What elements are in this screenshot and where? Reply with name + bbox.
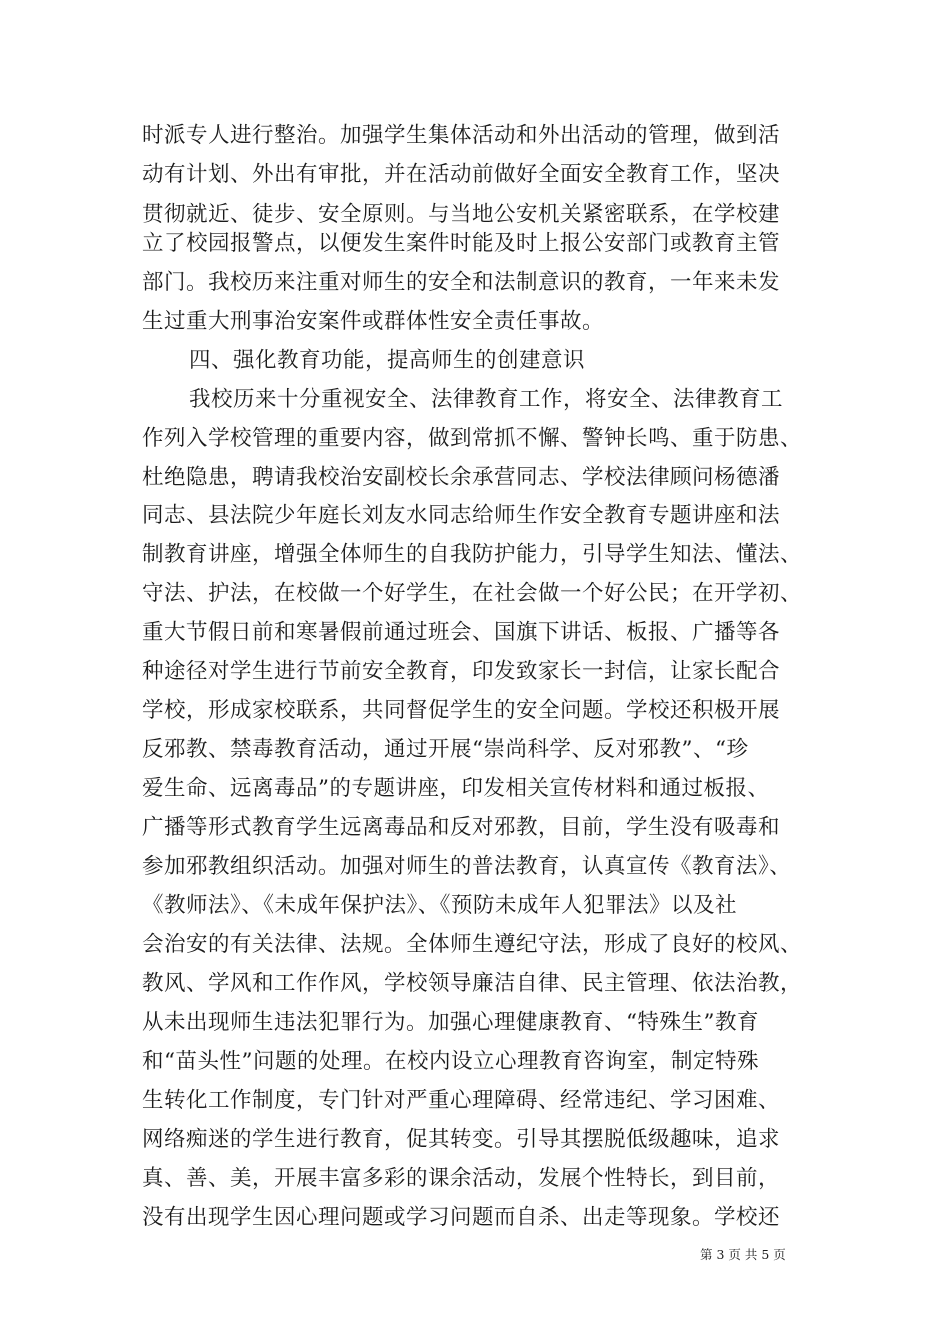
body-text-line: 和“苗头性”问题的处理。在校内设立心理教育咨询室，制定特殊 (142, 1049, 759, 1074)
section-heading: 四、强化教育功能，提高师生的创建意识 (189, 348, 586, 373)
body-text-line: 部门。我校历来注重对师生的安全和法制意识的教育，一年来未发 (142, 270, 781, 295)
body-text-line: 生转化工作制度，专门针对严重心理障碍、经常违纪、学习困难、 (142, 1088, 781, 1113)
body-text-line: 广播等形式教育学生远离毒品和反对邪教，目前，学生没有吸毒和 (142, 815, 781, 840)
body-text-line: 教风、学风和工作作风，学校领导廉洁自律、民主管理、依法治教， (142, 971, 803, 996)
page-number-footer: 第 3 页 共 5 页 (700, 1247, 786, 1262)
body-text-line: 立了校园报警点，以便发生案件时能及时上报公安部门或教育主管 (142, 231, 781, 256)
body-text-line: 《教师法》、《未成年保护法》、《预防未成年人犯罪法》以及社 (142, 893, 738, 918)
body-text-line: 时派专人进行整治。加强学生集体活动和外出活动的管理，做到活 (142, 123, 781, 148)
body-text-line: 从未出现师生违法犯罪行为。加强心理健康教育、“特殊生”教育 (142, 1010, 759, 1035)
body-text-line: 动有计划、外出有审批，并在活动前做好全面安全教育工作，坚决 (142, 162, 781, 187)
body-text-line: 我校历来十分重视安全、法律教育工作，将安全、法律教育工 (189, 387, 784, 412)
body-text-line: 制教育讲座，增强全体师生的自我防护能力，引导学生知法、懂法、 (142, 542, 803, 567)
body-text-line: 重大节假日前和寒暑假前通过班会、国旗下讲话、板报、广播等各 (142, 620, 781, 645)
body-text-line: 杜绝隐患，聘请我校治安副校长余承营同志、学校法律顾问杨德潘 (142, 465, 781, 490)
body-text-line: 贯彻就近、徒步、安全原则。与当地公安机关紧密联系，在学校建 (142, 202, 781, 227)
body-text-line: 学校，形成家校联系，共同督促学生的安全问题。学校还积极开展 (142, 698, 781, 723)
body-text-line: 种途径对学生进行节前安全教育，印发致家长一封信，让家长配合 (142, 659, 781, 684)
body-text-line: 生过重大刑事治安案件或群体性安全责任事故。 (142, 309, 605, 334)
body-text-line: 反邪教、禁毒教育活动，通过开展“崇尚科学、反对邪教”、“珍 (142, 737, 749, 762)
body-text-line: 作列入学校管理的重要内容，做到常抓不懈、警钟长鸣、重于防患、 (142, 426, 803, 451)
body-text-line: 真、善、美，开展丰富多彩的课余活动，发展个性特长，到目前， (142, 1166, 781, 1191)
body-text-line: 同志、县法院少年庭长刘友水同志给师生作安全教育专题讲座和法 (142, 503, 781, 528)
body-text-line: 守法、护法，在校做一个好学生，在社会做一个好公民；在开学初、 (142, 581, 803, 606)
body-text-line: 参加邪教组织活动。加强对师生的普法教育，认真宣传《教育法》、 (142, 854, 792, 879)
body-text-line: 网络痴迷的学生进行教育，促其转变。引导其摆脱低级趣味，追求 (142, 1127, 781, 1152)
body-text-line: 没有出现学生因心理问题或学习问题而自杀、出走等现象。学校还 (142, 1205, 781, 1230)
body-text-line: 爱生命、远离毒品”的专题讲座，印发相关宣传材料和通过板报、 (142, 776, 770, 801)
body-text-line: 会治安的有关法律、法规。全体师生遵纪守法，形成了良好的校风、 (142, 932, 803, 957)
